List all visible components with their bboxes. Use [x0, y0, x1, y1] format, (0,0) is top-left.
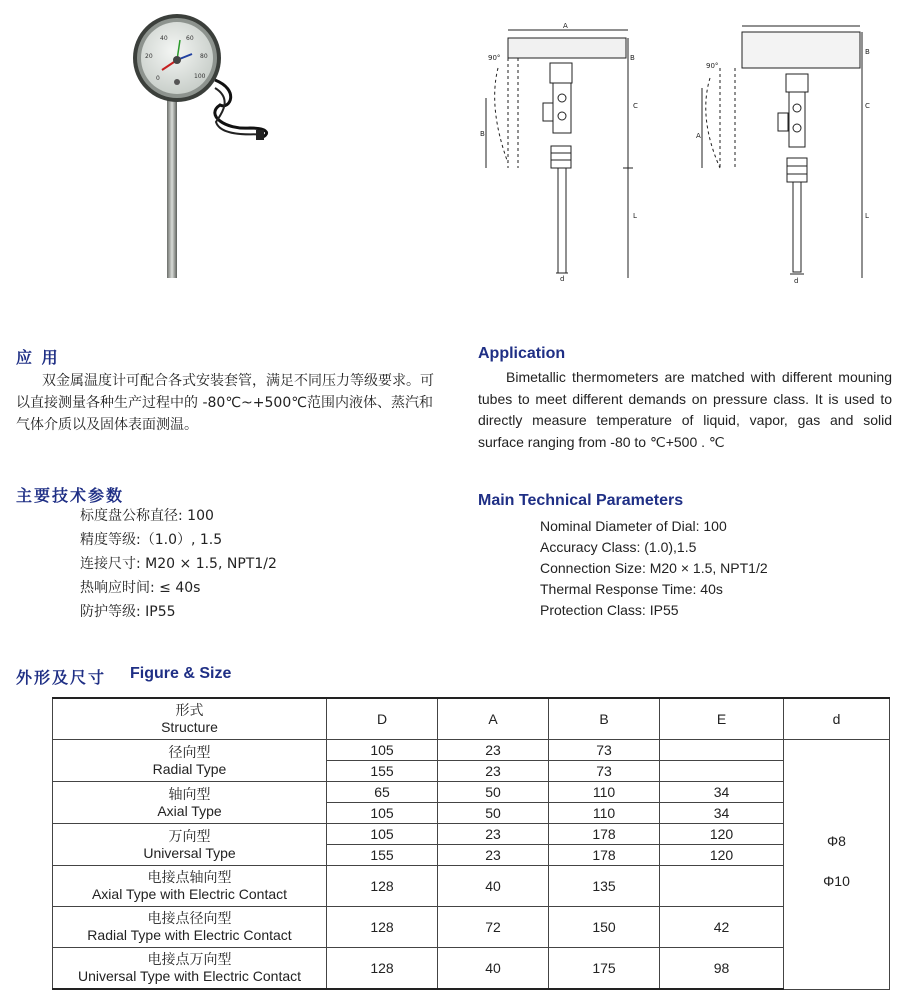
application-title-cn: 应 用 — [16, 348, 60, 367]
parameter-item: Protection Class: IP55 — [540, 602, 679, 618]
structure-cell — [53, 824, 327, 866]
cell-D: 105 — [327, 824, 438, 845]
cell-B: 135 — [549, 866, 660, 907]
structure-cell — [53, 948, 327, 990]
structure-cell — [53, 907, 327, 948]
table-header-row — [53, 698, 890, 740]
parameters-title-en: Main Technical Parameters — [478, 492, 684, 509]
cell-B: 73 — [549, 761, 660, 782]
structure-cn: 万向型 — [168, 827, 211, 844]
cell-D: 128 — [327, 866, 438, 907]
cell-E: 34 — [660, 782, 784, 803]
cell-E — [660, 761, 784, 782]
cell-D: 105 — [327, 740, 438, 761]
structure-cn: 电接点径向型 — [147, 910, 232, 926]
cell-A: 40 — [438, 866, 549, 907]
cell-B: 178 — [549, 845, 660, 866]
cell-E: 98 — [660, 948, 784, 990]
header-structure-en: Structure — [161, 719, 218, 735]
structure-en: Universal Type — [143, 844, 236, 861]
parameter-item: 连接尺寸: M20 × 1.5, NPT1/2 — [80, 556, 277, 572]
label-d: d — [560, 275, 565, 283]
product-photo — [120, 10, 300, 285]
cell-A: 72 — [438, 907, 549, 948]
structure-cn: 径向型 — [168, 743, 211, 760]
cell-D: 128 — [327, 907, 438, 948]
cell-D: 155 — [327, 845, 438, 866]
table-row — [53, 740, 890, 761]
spec-table — [52, 697, 890, 990]
header-A: A — [438, 698, 549, 740]
cell-A: 23 — [438, 761, 549, 782]
cell-E: 120 — [660, 845, 784, 866]
cell-E: 120 — [660, 824, 784, 845]
cell-B: 175 — [549, 948, 660, 990]
svg-text:90°: 90° — [706, 62, 719, 70]
svg-text:B: B — [480, 130, 485, 138]
structure-cell — [53, 740, 327, 782]
parameters-list-cn — [80, 504, 277, 624]
cell-B: 73 — [549, 740, 660, 761]
structure-cn: 电接点轴向型 — [147, 869, 232, 885]
cell-E: 42 — [660, 907, 784, 948]
cell-B: 178 — [549, 824, 660, 845]
dial-tick: 80 — [200, 53, 208, 60]
structure-en: Axial Type with Electric Contact — [91, 886, 288, 902]
cell-D: 65 — [327, 782, 438, 803]
application-title-en: Application — [478, 345, 566, 362]
structure-cell — [53, 866, 327, 907]
figure-size-title-cn: 外形及尺寸 — [16, 668, 107, 687]
dial-tick: 40 — [160, 35, 168, 42]
cell-B: 110 — [549, 803, 660, 824]
dimension-drawing-universal — [690, 18, 880, 286]
cell-A: 50 — [438, 803, 549, 824]
cell-B: 110 — [549, 782, 660, 803]
label-angle: 90° — [488, 54, 501, 62]
cell-E — [660, 740, 784, 761]
cell-B: 150 — [549, 907, 660, 948]
svg-text:C: C — [865, 102, 870, 110]
cell-D: 128 — [327, 948, 438, 990]
table-row — [53, 907, 890, 948]
structure-cn: 轴向型 — [168, 785, 211, 802]
structure-en: Radial Type with Electric Contact — [87, 927, 292, 943]
dimension-drawing-radial — [478, 18, 653, 286]
cell-A: 23 — [438, 845, 549, 866]
parameter-item: 标度盘公称直径: 100 — [80, 508, 214, 524]
header-D: D — [327, 698, 438, 740]
svg-text:B: B — [865, 48, 870, 56]
dial-tick: 20 — [145, 53, 153, 60]
cell-D: 105 — [327, 803, 438, 824]
label-A: A — [563, 22, 568, 30]
figure-size-title-en: Figure & Size — [130, 665, 232, 682]
parameters-title-cn: 主要技术参数 — [16, 486, 125, 505]
label-L: L — [633, 212, 637, 220]
d-value: Φ10 — [823, 873, 850, 890]
structure-en: Radial Type — [152, 760, 227, 777]
dial-tick: 60 — [186, 35, 194, 42]
cell-A: 40 — [438, 948, 549, 990]
header-structure-cn: 形式 — [175, 702, 204, 718]
dial-tick: 0 — [156, 75, 160, 82]
dial-tick: 100 — [194, 73, 206, 80]
parameter-item: Nominal Diameter of Dial: 100 — [540, 518, 727, 534]
parameter-item: Connection Size: M20 × 1.5, NPT1/2 — [540, 560, 768, 576]
header-d: d — [784, 698, 890, 740]
table-row — [53, 782, 890, 803]
svg-text:A: A — [696, 132, 701, 140]
table-row — [53, 866, 890, 907]
table-row — [53, 824, 890, 845]
cell-D: 155 — [327, 761, 438, 782]
structure-en: Axial Type — [157, 802, 222, 819]
svg-text:d: d — [794, 277, 799, 285]
application-text-en: Bimetallic thermometers are matched with different mouning tubes to meet different demands on pressure class. It is used to directly measure temperature of liquid, vapor, gas and solid surface ranging from -80 to ℃+500 . ℃ — [478, 369, 892, 450]
d-value: Φ8 — [827, 833, 846, 850]
header-structure — [53, 698, 327, 740]
cell-A: 23 — [438, 824, 549, 845]
structure-cell — [53, 782, 327, 824]
parameter-item: 热响应时间: ≤ 40s — [80, 580, 201, 596]
cell-A: 50 — [438, 782, 549, 803]
header-B: B — [549, 698, 660, 740]
structure-en: Universal Type with Electric Contact — [77, 968, 302, 984]
parameters-list-en — [540, 516, 768, 621]
cell-E — [660, 866, 784, 907]
label-C: C — [633, 102, 638, 110]
parameter-item: 防护等级: IP55 — [80, 604, 176, 620]
cell-d — [784, 740, 890, 990]
parameter-item: Accuracy Class: (1.0),1.5 — [540, 539, 697, 555]
label-B: B — [630, 54, 635, 62]
application-text-cn: 双金属温度计可配合各式安装套管，满足不同压力等级要求。可以直接测量各种生产过程中的 -80℃~+500℃范围内液体、蒸汽和气体介质以及固体表面测温。 — [16, 373, 434, 433]
parameter-item: Thermal Response Time: 40s — [540, 581, 723, 597]
parameter-item: 精度等级:（1.0）, 1.5 — [80, 532, 223, 548]
header-E: E — [660, 698, 784, 740]
svg-text:L: L — [865, 212, 869, 220]
table-row — [53, 948, 890, 990]
cell-E: 34 — [660, 803, 784, 824]
structure-cn: 电接点万向型 — [147, 951, 232, 967]
cell-A: 23 — [438, 740, 549, 761]
